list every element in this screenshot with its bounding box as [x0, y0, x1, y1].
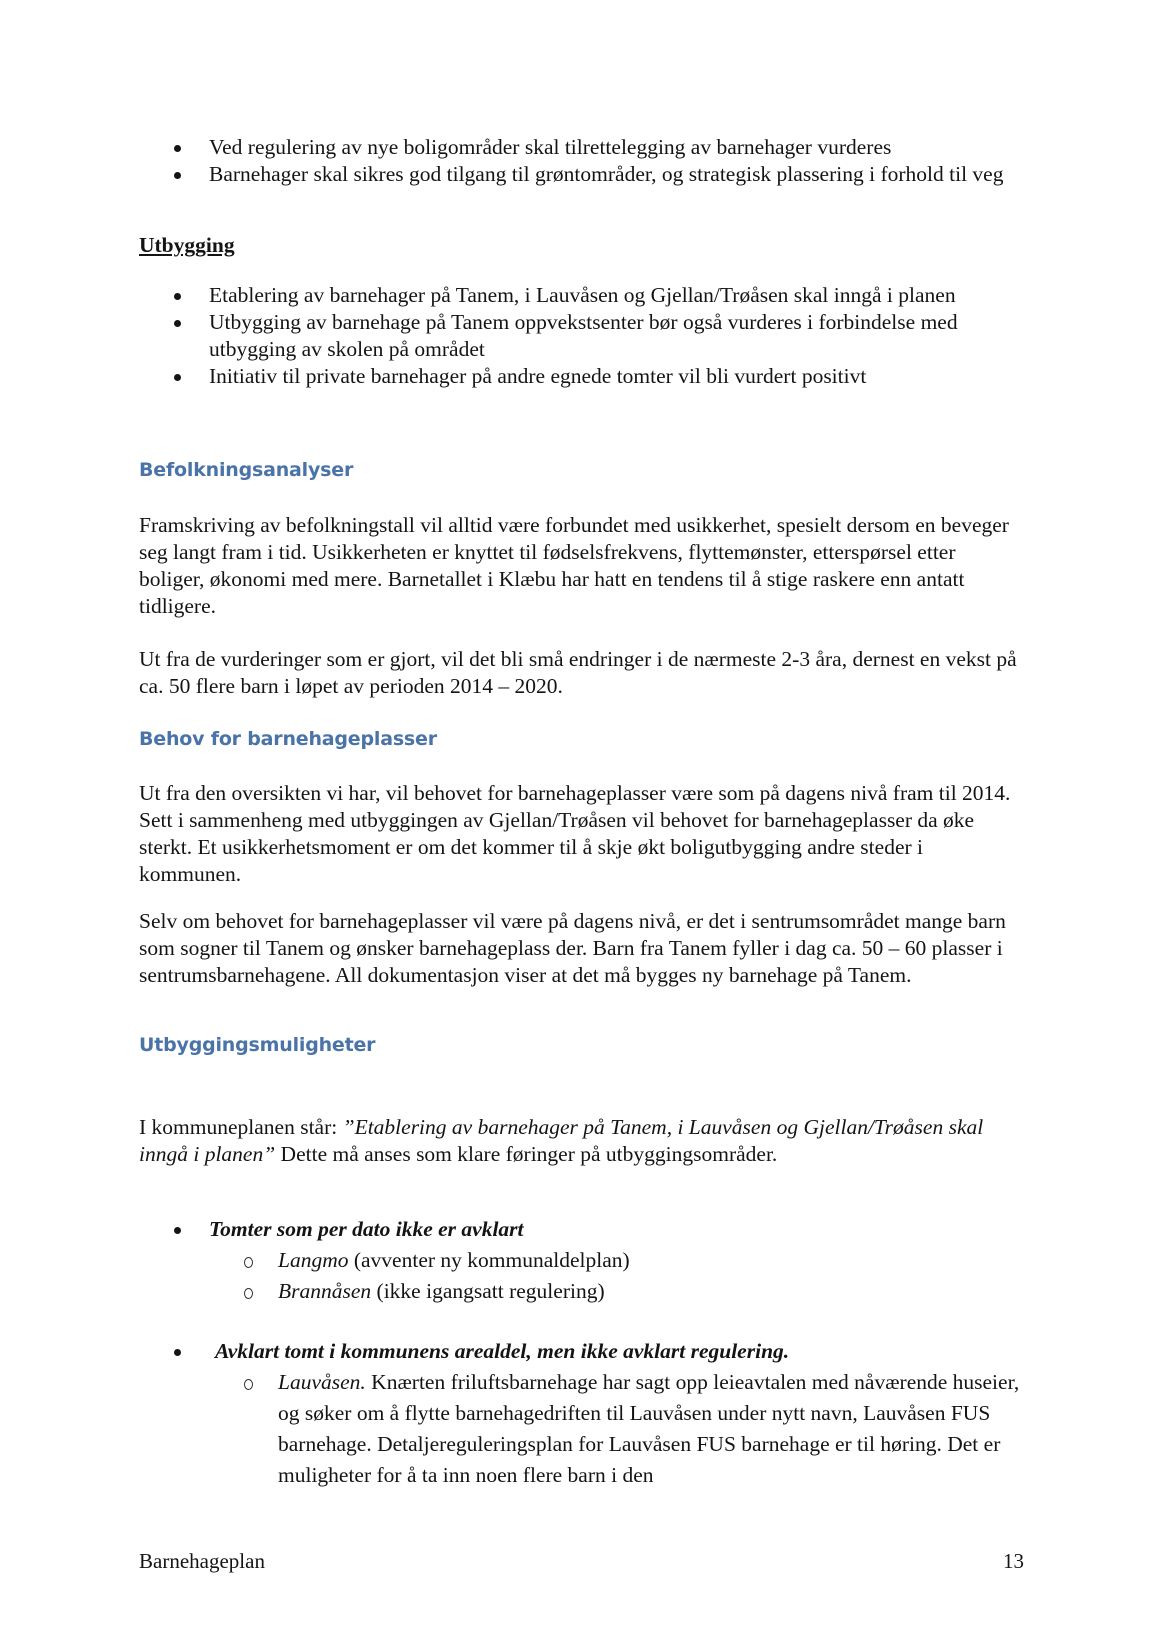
- paragraph: Framskriving av befolkningstall vil alltid være forbundet med usikkerhet, spesielt dersom en beveger seg langt fram i tid. Usikkerheten er knyttet til fødselsfrekvens, flyttemønster, etterspørsel etter boliger, økonomi med mere. Barnetallet i Klæbu har hatt en tendens til å stige raskere enn antatt tidligere.: [139, 513, 1009, 618]
- list-item: Tomter som per dato ikke er avklart: [0, 1214, 1157, 1245]
- section-heading-utbygging: Utbygging: [139, 233, 235, 257]
- list-item: Avklart tomt i kommunens arealdel, men ikke avklart regulering.: [0, 1336, 1157, 1367]
- quote: ”Etablering av barnehager på Tanem, i Lauvåsen og Gjellan/Trøåsen skal inngå i planen”: [139, 1115, 984, 1166]
- paragraph: Selv om behovet for barnehageplasser vil være på dagens nivå, er det i sentrumsområdet mange barn som sogner til Tanem og ønsker barnehageplass der. Barn fra Tanem fyller i dag ca. 50 – 60 plasser i sentrumsbarnehagene. All dokumentasjon viser at det må bygges ny barnehage på Tanem.: [139, 909, 1006, 987]
- footer-title: Barnehageplan: [139, 1549, 265, 1573]
- page-number: 13: [1003, 1549, 1024, 1573]
- bullet-icon: [174, 293, 181, 300]
- section-heading-utbyggingsmuligheter: Utbyggingsmuligheter: [139, 1034, 376, 1056]
- circle-bullet-icon: [244, 1288, 253, 1299]
- list-item: Ved regulering av nye boligområder skal tilrettelegging av barnehager vurderes: [0, 134, 1157, 161]
- list-item: Etablering av barnehager på Tanem, i Lauvåsen og Gjellan/Trøåsen skal inngå i planen: [0, 282, 1157, 309]
- sub-list-item: Lauvåsen. Knærten friluftsbarnehage har sagt opp leieavtalen med nåværende huseier, og søker om å flytte barnehagedriften til Lauvåsen under nytt navn, Lauvåsen FUS barnehage. Detaljereguleringsplan for Lauvåsen FUS barnehage er til høring. Det er muligheter for å ta inn noen flere barn i den: [0, 1367, 1157, 1491]
- bullet-icon: [174, 320, 181, 327]
- section-heading-behov: Behov for barnehageplasser: [139, 728, 437, 750]
- bullet-icon: [174, 374, 181, 381]
- paragraph-kommuneplan: I kommuneplanen står: ”Etablering av barnehager på Tanem, i Lauvåsen og Gjellan/Trøåsen skal inngå i planen” Dette må anses som klare føringer på utbyggingsområder.: [139, 1115, 984, 1166]
- paragraph: Ut fra den oversikten vi har, vil behovet for barnehageplasser være som på dagens nivå fram til 2014. Sett i sammenheng med utbyggingen av Gjellan/Trøåsen vil behovet for barnehageplasser da øke sterkt. Et usikkerhetsmoment er om det kommer til å skje økt boligutbygging andre steder i kommunen.: [139, 781, 1011, 886]
- section-heading-befolkningsanalyser: Befolkningsanalyser: [139, 459, 354, 481]
- sub-list-item: Langmo (avventer ny kommunaldelplan): [0, 1245, 1157, 1276]
- bullet-icon: [174, 145, 181, 152]
- list-item: Barnehager skal sikres god tilgang til grøntområder, og strategisk plassering i forhold til veg: [0, 161, 1157, 188]
- paragraph: Ut fra de vurderinger som er gjort, vil det bli små endringer i de nærmeste 2-3 åra, dernest en vekst på ca. 50 flere barn i løpet av perioden 2014 – 2020.: [139, 647, 1017, 698]
- intro-bullet-list: [0, 134, 1157, 188]
- circle-bullet-icon: [244, 1379, 253, 1390]
- group-list-clear-area: [0, 1336, 1157, 1491]
- circle-bullet-icon: [244, 1257, 253, 1268]
- sub-list-item: Brannåsen (ikke igangsatt regulering): [0, 1276, 1157, 1307]
- bullet-icon: [174, 1349, 181, 1356]
- group-list-unclear: [0, 1214, 1157, 1307]
- utbygging-bullet-list: [0, 282, 1157, 390]
- bullet-icon: [174, 1227, 181, 1234]
- bullet-icon: [174, 172, 181, 179]
- list-item: Initiativ til private barnehager på andre egnede tomter vil bli vurdert positivt: [0, 363, 1157, 390]
- list-item: Utbygging av barnehage på Tanem oppvekstsenter bør også vurderes i forbindelse med utbygging av skolen på området: [0, 309, 1157, 363]
